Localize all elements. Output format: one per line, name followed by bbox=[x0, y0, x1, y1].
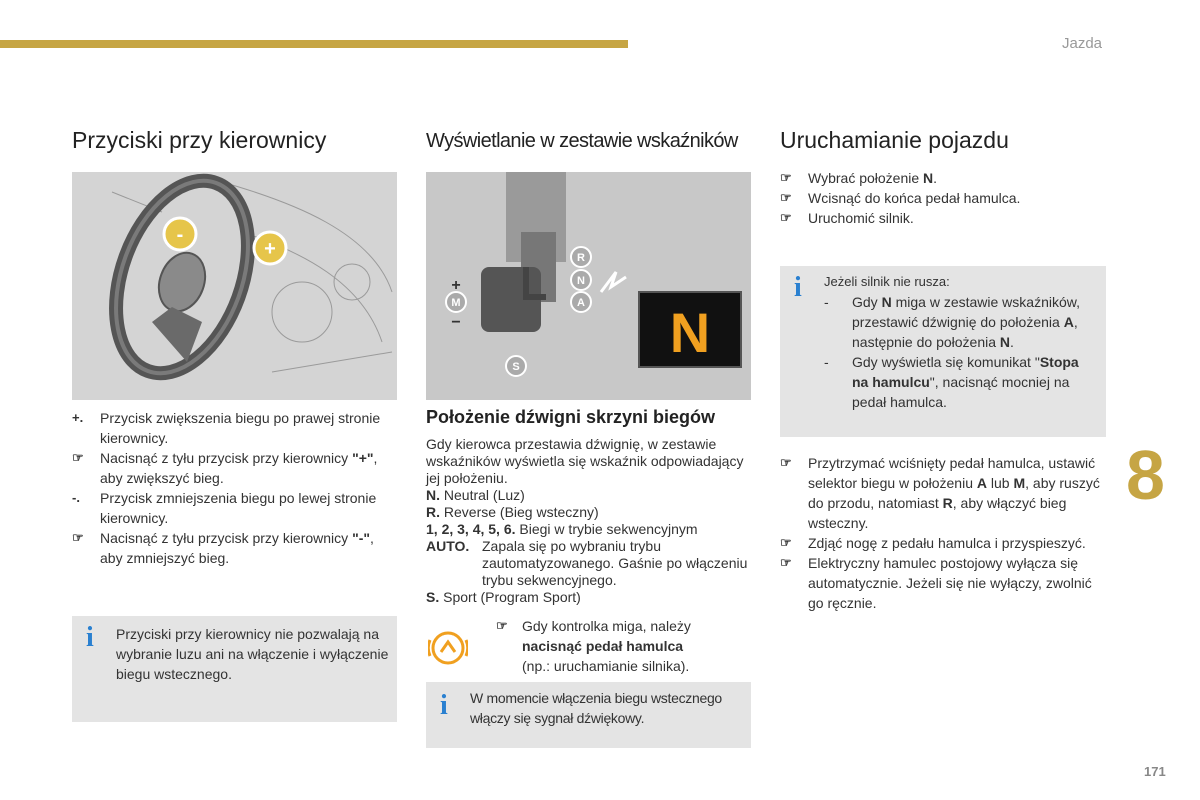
chapter-number: 8 bbox=[1126, 436, 1165, 514]
info-text: W momencie włączenia biegu wstecznego włączy się sygnał dźwiękowy. bbox=[470, 690, 722, 726]
list-item: ☞ Uruchomić silnik. bbox=[780, 210, 914, 226]
steering-wheel-illustration bbox=[72, 172, 397, 400]
list-item: ☞ Wcisnąć do końca pedał hamulca. bbox=[780, 190, 1021, 206]
list-item: - Gdy N miga w zestawie wskaźników, przestawić dźwignię do położenia A, następnie do położenia N. bbox=[824, 294, 1080, 350]
list-item: N. Neutral (Luz) bbox=[426, 487, 525, 503]
section-label: Jazda bbox=[1062, 35, 1103, 52]
cluster-display-letter: N bbox=[669, 301, 711, 364]
start-steps-list bbox=[780, 168, 1100, 228]
steering-buttons-title: Przyciski przy kierownicy bbox=[72, 127, 327, 153]
list-item: ☞ Przytrzymać wciśnięty pedał hamulca, ustawić selektor biegu w położeniu A lub M, aby ruszyć do przodu, natomiast R, aby włączyć bieg wsteczny. bbox=[780, 455, 1100, 531]
gear-lever-drawing bbox=[426, 172, 751, 400]
gear-m-label: M bbox=[451, 297, 461, 309]
info-icon: i bbox=[794, 272, 802, 303]
list-item: ☞ Zdjąć nogę z pedału hamulca i przyspieszyć. bbox=[780, 535, 1086, 551]
cluster-display-title: Wyświetlanie w zestawie wskaźników bbox=[426, 130, 738, 152]
start-continue-list bbox=[780, 453, 1105, 613]
brake-warning-text: ☞ Gdy kontrolka miga, należy nacisnąć pedał hamulca (np.: uruchamianie silnika). bbox=[496, 618, 691, 674]
gear-a-label: A bbox=[577, 297, 585, 309]
info-icon: i bbox=[440, 690, 448, 721]
list-item: -. Przycisk zmniejszenia biegu po lewej stronie kierownicy. bbox=[72, 490, 377, 526]
list-item: ☞ Nacisnąć z tyłu przycisk przy kierownicy "-", aby zmniejszyć bieg. bbox=[72, 530, 374, 566]
blink-icon bbox=[601, 272, 626, 292]
list-item: - Gdy wyświetla się komunikat "Stopa na hamulcu", nacisnąć mocniej na pedał hamulca. bbox=[824, 354, 1079, 410]
gear-position-subtitle: Położenie dźwigni skrzyni biegów bbox=[426, 407, 716, 427]
list-item: AUTO. Zapala się po wybraniu trybu zautomatyzowanego. Gaśnie po włączeniu trybu sekwencyjnego. bbox=[426, 538, 748, 588]
steering-buttons-list bbox=[72, 408, 392, 568]
list-item: ☞ Wybrać położenie N. bbox=[780, 170, 938, 186]
gear-r-label: R bbox=[577, 252, 585, 264]
list-item: R. Reverse (Bieg wsteczny) bbox=[426, 504, 599, 520]
info-box-reverse bbox=[426, 682, 751, 748]
paddle-plus-label: + bbox=[264, 238, 276, 260]
steering-wheel-drawing bbox=[72, 172, 397, 400]
info-icon: i bbox=[86, 622, 94, 653]
list-item: 1, 2, 3, 4, 5, 6. Biegi w trybie sekwencyjnym bbox=[426, 521, 698, 537]
list-item: +. Przycisk zwiększenia biegu po prawej stronie kierownicy. bbox=[72, 410, 381, 446]
gear-plus-label: + bbox=[451, 277, 461, 294]
list-item: S. Sport (Program Sport) bbox=[426, 589, 581, 605]
info-box-no-start bbox=[780, 266, 1106, 437]
gear-minus-label: − bbox=[451, 314, 461, 331]
info-text: Jeżeli silnik nie rusza: - Gdy N miga w zestawie wskaźników, przestawić dźwignię do położenia A, następnie do położenia N. - Gdy wyświetla się komunikat "Stopa na hamulcu", nacisnąć mocniej na pedał hamulca. bbox=[824, 272, 1094, 412]
gear-lever-illustration bbox=[426, 172, 751, 400]
header-gold-bar bbox=[0, 40, 628, 48]
gear-s-label: S bbox=[512, 361, 520, 373]
gear-n-label: N bbox=[577, 275, 585, 287]
info-box-steering bbox=[72, 616, 397, 722]
page-number: 171 bbox=[1144, 764, 1166, 779]
brake-warning-icon bbox=[428, 628, 468, 668]
list-item: ☞ Elektryczny hamulec postojowy wyłącza się automatycznie. Jeżeli się nie wyłączy, zwolnić go ręcznie. bbox=[780, 555, 1092, 611]
list-item: ☞ Nacisnąć z tyłu przycisk przy kierownicy "+", aby zwiększyć bieg. bbox=[72, 450, 378, 486]
gear-position-text: Gdy kierowca przestawia dźwignię, w zestawie wskaźników wyświetla się wskaźnik odpowiadający jej położeniu. N. Neutral (Luz) R. Reverse (Bieg wsteczny) 1, 2, 3, 4, 5, 6. Biegi w trybie sekwencyjnym AUTO. Zapala się po wybraniu trybu zautomatyzowanego. Gaśnie po włączeniu trybu sekwencyjnego. S. Sport (Program Sport) bbox=[426, 436, 756, 606]
info-text: Przyciski przy kierownicy nie pozwalają na wybranie luzu ani na włączenie i wyłączenie biegu wstecznego. bbox=[116, 626, 389, 682]
paddle-minus-label: - bbox=[176, 224, 184, 246]
starting-vehicle-title: Uruchamianie pojazdu bbox=[780, 127, 1009, 153]
